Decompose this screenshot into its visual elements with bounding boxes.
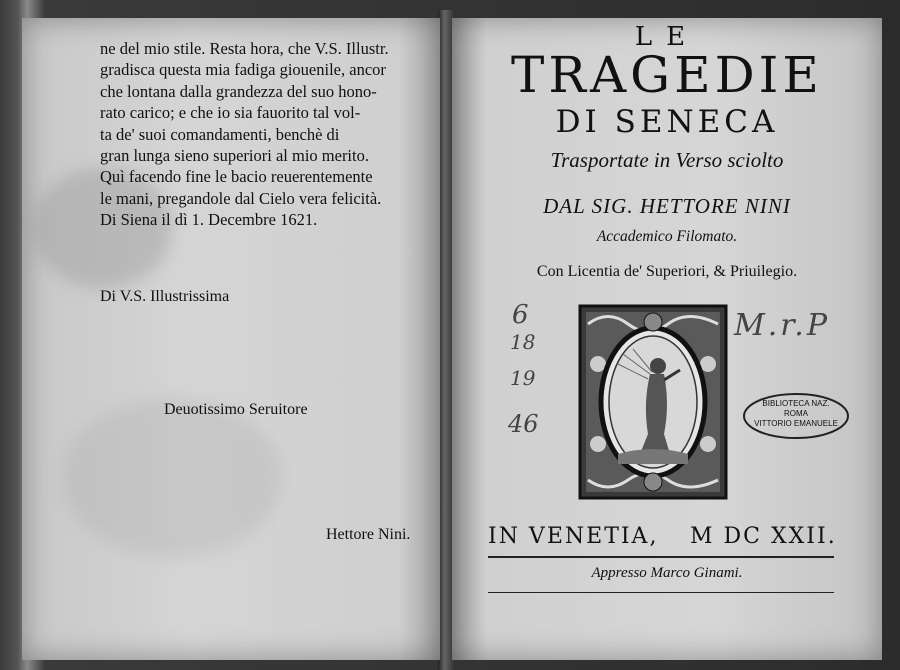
printers-device-woodcut (578, 304, 728, 500)
letter-line: le mani, pregandole dal Cielo vera felicità. (100, 188, 382, 208)
imprint-place: IN VENETIA, (488, 524, 659, 549)
handwritten-number: 18 (510, 330, 536, 354)
license-line: Con Licentia de' Superiori, & Priuilegio. (536, 263, 798, 280)
imprint-rule (488, 592, 834, 593)
subtitle: Trasportate in Verso sciolto (550, 148, 784, 172)
letter-line: gradisca questa mia fadiga giouenile, ancor (100, 60, 386, 80)
signature: Hettore Nini. (326, 526, 411, 543)
handwritten-number: 6 (512, 300, 529, 330)
handwritten-number: 19 (510, 366, 536, 390)
imprint-rule (488, 556, 834, 558)
stamp-line: VITTORIO EMANUELE (754, 419, 838, 428)
title-page (452, 18, 882, 660)
title-sub: DI SENECA (555, 104, 779, 140)
handwritten-number: 46 (508, 410, 539, 438)
title-le: LE (634, 22, 700, 52)
stamp-line: BIBLIOTECA NAZ. (762, 399, 830, 408)
letter-line: Quì facendo fine le bacio reuerentemente (100, 167, 373, 187)
dedication-letter (100, 38, 430, 231)
letter-line: Di Siena il dì 1. Decembre 1621. (100, 210, 318, 230)
letter-line: ne del mio stile. Resta hora, che V.S. Illustr. (100, 39, 389, 58)
left-page (22, 18, 440, 660)
printer-line: Appresso Marco Ginami. (591, 565, 743, 581)
closing: Deuotissimo Seruitore (164, 401, 308, 418)
letter-line: gran lunga sieno superiori al mio merito. (100, 146, 369, 166)
title-main: TRAGEDIE (511, 46, 823, 104)
letter-line: ta de' suoi comandamenti, benchè di (100, 124, 340, 144)
imprint-year: M DC XXII. (690, 524, 837, 549)
letter-line: che lontana dalla grandezza del suo hono- (100, 81, 377, 101)
salutation: Di V.S. Illustrissima (100, 288, 230, 305)
academy-line: Accademico Filomato. (596, 228, 738, 245)
water-stain (62, 398, 282, 558)
stamp-line: ROMA (784, 409, 808, 418)
library-stamp (742, 392, 850, 440)
letter-line: rato carico; e che io sia fauorito tal vol- (100, 103, 361, 123)
author-line: DAL SIG. HETTORE NINI (543, 194, 791, 218)
handwritten-mark: M.r.P (734, 308, 831, 343)
